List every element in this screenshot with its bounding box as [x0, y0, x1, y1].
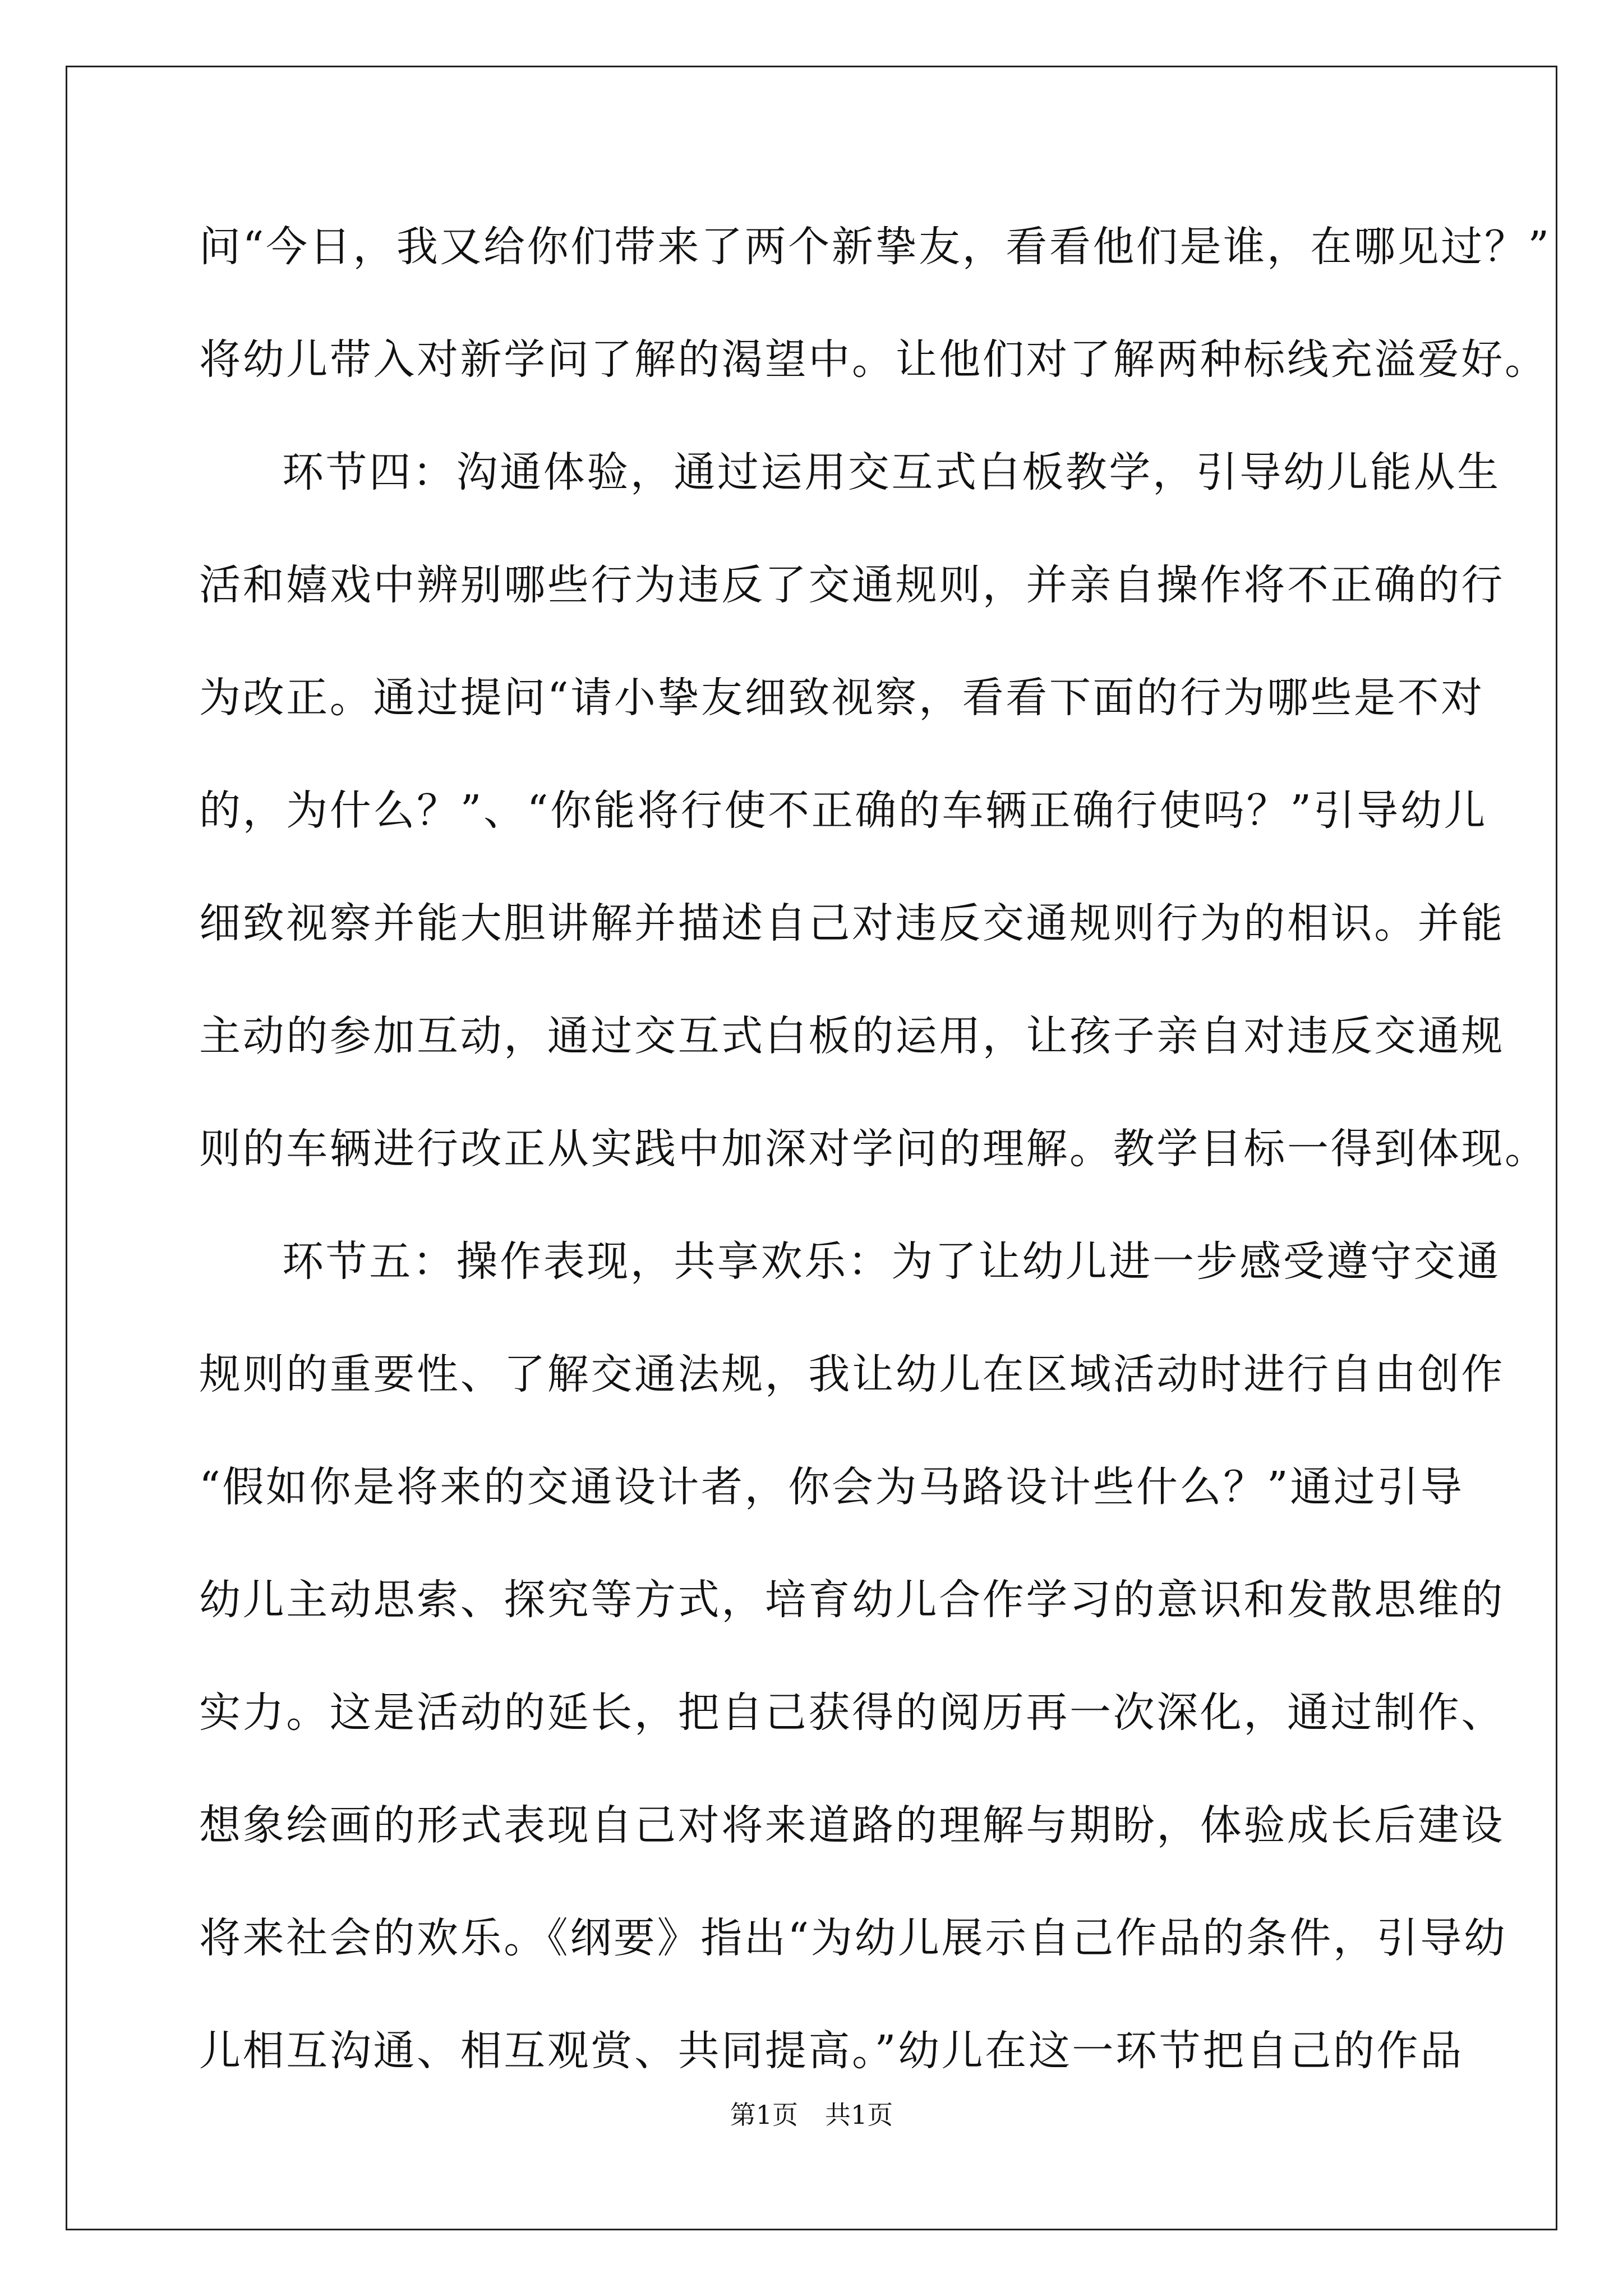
page-number: 第1页 — [730, 2100, 798, 2130]
text-line: 规则的重要性、了解交通法规，我让幼儿在区域活动时进行自由创作 — [199, 1350, 1505, 1398]
document-body — [199, 191, 1551, 2108]
text-line: “假如你是将来的交通设计者，你会为马路设计些什么？”通过引导 — [199, 1463, 1464, 1511]
text-line: 主动的参加互动，通过交互式白板的运用，让孩子亲自对违反交通规 — [199, 1012, 1505, 1060]
text-line: 将来社会的欢乐。《纲要》指出“为幼儿展示自己作品的条件，引导幼 — [199, 1914, 1507, 1962]
text-line: 则的车辆进行改正从实践中加深对学问的理解。教学目标一得到体现。 — [199, 1125, 1548, 1173]
text-line: 实力。这是活动的延长，把自己获得的阅历再一次深化，通过制作、 — [199, 1688, 1505, 1737]
text-line: 儿相互沟通、相互观赏、共同提高。”幼儿在这一环节把自己的作品 — [199, 2027, 1464, 2075]
text-line: 想象绘画的形式表现自己对将来道路的理解与期盼，体验成长后建设 — [199, 1801, 1505, 1849]
text-line: 问“今日，我又给你们带来了两个新挚友，看看他们是谁，在哪见过？” — [199, 223, 1551, 271]
text-line: 环节四：沟通体验，通过运用交互式白板教学，引导幼儿能从生 — [282, 448, 1501, 496]
text-line: 细致视察并能大胆讲解并描述自己对违反交通规则行为的相识。并能 — [199, 899, 1505, 947]
text-line: 将幼儿带入对新学问了解的渴望中。让他们对了解两种标线充溢爱好。 — [199, 335, 1548, 384]
text-line: 活和嬉戏中辨别哪些行为违反了交通规则，并亲自操作将不正确的行 — [199, 561, 1505, 609]
page-total: 共1页 — [825, 2100, 893, 2130]
text-line: 环节五：操作表现，共享欢乐：为了让幼儿进一步感受遵守交通 — [282, 1237, 1501, 1286]
text-line: 的，为什么？”、“你能将行使不正确的车辆正确行使吗？”引导幼儿 — [199, 786, 1488, 835]
text-line: 幼儿主动思索、探究等方式，培育幼儿合作学习的意识和发散思维的 — [199, 1576, 1505, 1624]
page-footer — [0, 2098, 1623, 2132]
text-line: 为改正。通过提问“请小挚友细致视察，看看下面的行为哪些是不对 — [199, 674, 1484, 722]
